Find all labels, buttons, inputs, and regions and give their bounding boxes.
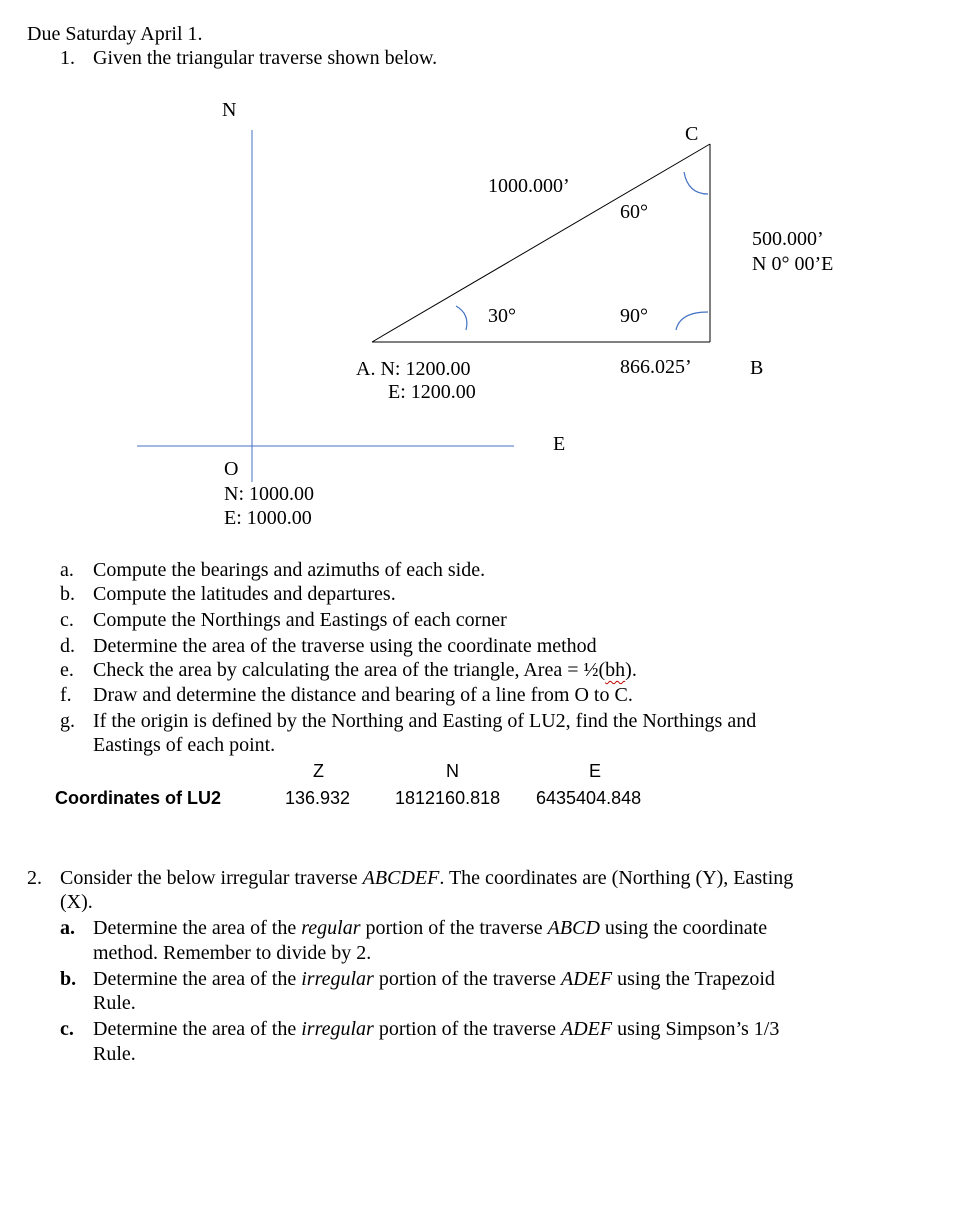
coords-value-e: 6435404.848 [536, 788, 642, 808]
q1-item-d-text: Determine the area of the traverse using the coordinate method [93, 635, 597, 657]
coords-header-z: Z [313, 761, 324, 781]
q2-number: 2. [27, 867, 42, 889]
q2-item-a-emph: regular [301, 917, 361, 939]
side-bearing-label: N 0° 00’E [752, 253, 834, 275]
q2-item-c-post: using Simpson’s 1/3 [612, 1018, 780, 1040]
angle-c-label: 60° [620, 201, 648, 223]
q2-intro-pre: Consider the below irregular traverse [60, 867, 363, 889]
q2-item-a-traverse: ABCD [547, 917, 600, 939]
q1-item-f-text: Draw and determine the distance and bearing of a line from O to C. [93, 684, 633, 706]
due-date: Due Saturday April 1. [27, 23, 203, 45]
q2-item-a-mid: portion of the traverse [360, 917, 548, 939]
q2-item-c-emph: irregular [301, 1018, 374, 1040]
q1-item-c-label: c. [60, 609, 74, 631]
coords-header-e: E [589, 761, 602, 781]
q2-item-b-mid: portion of the traverse [373, 968, 562, 990]
point-b-label: B [750, 357, 764, 379]
q1-item-c-text: Compute the Northings and Eastings of each corner [93, 609, 507, 631]
q1-item-e-text [93, 658, 637, 682]
coords-value-n: 1812160.818 [395, 788, 501, 808]
q2-item-c-line2: Rule. [93, 1043, 136, 1065]
hypotenuse-length: 1000.000’ [488, 175, 570, 197]
q2-item-c-mid: portion of the traverse [373, 1018, 562, 1040]
q2-item-c-line1 [93, 1017, 779, 1041]
q2-item-b-pre: Determine the area of the [93, 968, 302, 990]
q1-item-e-label: e. [60, 659, 74, 681]
origin-northing: N: 1000.00 [224, 483, 314, 505]
q1-item-d-label: d. [60, 635, 75, 657]
q1-item-e-bh: bh [605, 659, 626, 681]
q2-item-b-label: b. [60, 968, 77, 990]
q2-item-b-emph: irregular [301, 968, 374, 990]
coords-value-z: 136.932 [285, 788, 351, 808]
q2-item-a-post: using the coordinate [599, 917, 768, 939]
base-length-label: 866.025’ [620, 356, 692, 378]
q2-intro-traverse: ABCDEF [362, 867, 440, 889]
q2-intro-line1 [60, 866, 793, 890]
q2-intro-post: . The coordinates are (Northing (Y), Easting [439, 867, 794, 889]
q1-item-a-text: Compute the bearings and azimuths of each side. [93, 559, 486, 581]
q2-item-c-pre: Determine the area of the [93, 1018, 302, 1040]
origin-easting: E: 1000.00 [224, 507, 312, 529]
q1-prompt: Given the triangular traverse shown below. [93, 47, 438, 69]
angle-a-label: 30° [488, 305, 516, 327]
q1-item-e-post: ). [625, 659, 637, 681]
angle-arc-c [684, 172, 708, 194]
north-label: N [222, 99, 237, 121]
q1-item-g-line1: If the origin is defined by the Northing and Easting of LU2, find the Northings and [93, 710, 757, 732]
q1-item-g-line2: Eastings of each point. [93, 734, 276, 756]
point-c-label: C [685, 123, 699, 145]
q1-item-g-label: g. [60, 710, 75, 732]
q2-intro-line2: (X). [60, 891, 93, 913]
angle-arc-b [676, 312, 708, 330]
q2-item-b-line2: Rule. [93, 992, 136, 1014]
q2-item-a-label: a. [60, 917, 75, 939]
point-a-northing: A. N: 1200.00 [356, 358, 471, 380]
coords-header-n: N [446, 761, 459, 781]
q2-item-a-line2: method. Remember to divide by 2. [93, 942, 372, 964]
angle-arc-a [456, 306, 467, 330]
q2-item-b-post: using the Trapezoid [612, 968, 775, 990]
q1-item-f-label: f. [60, 684, 72, 706]
side-length-label: 500.000’ [752, 228, 824, 250]
q2-item-b-line1 [93, 967, 775, 991]
q1-item-a-label: a. [60, 559, 74, 581]
q1-item-b-text: Compute the latitudes and departures. [93, 583, 396, 605]
q2-item-c-label: c. [60, 1018, 74, 1040]
angle-b-label: 90° [620, 305, 648, 327]
q1-item-e-pre: Check the area by calculating the area of the triangle, Area = ½( [93, 659, 606, 681]
q2-item-b-traverse: ADEF [561, 968, 613, 990]
q1-item-b-label: b. [60, 583, 75, 605]
q1-number: 1. [60, 47, 75, 69]
q2-item-a-line1 [93, 916, 767, 940]
coords-row-label: Coordinates of LU2 [55, 788, 222, 808]
origin-label: O [224, 458, 239, 480]
q2-item-c-traverse: ADEF [561, 1018, 613, 1040]
q2-item-a-pre: Determine the area of the [93, 917, 302, 939]
point-a-easting: E: 1200.00 [388, 381, 476, 403]
east-label: E [553, 433, 566, 455]
